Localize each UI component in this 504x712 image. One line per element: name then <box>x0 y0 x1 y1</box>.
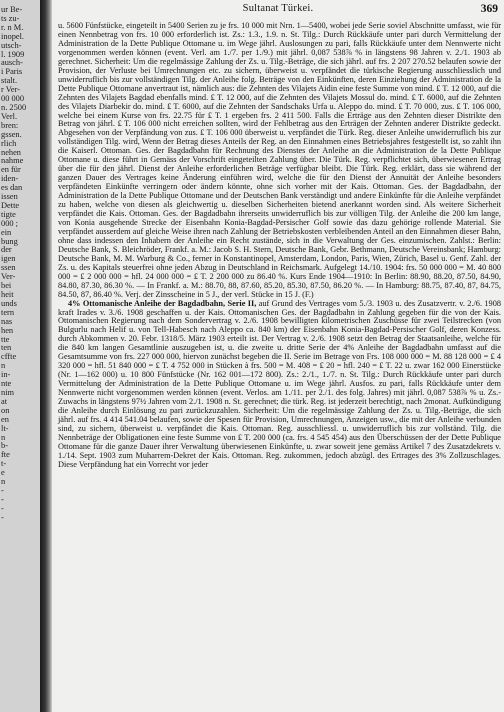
running-head <box>52 3 504 19</box>
paragraph-text: auf Grund des Vertrages vom 5./3. 1903 u. des Zusatzvertr. v. 2./6. 1908 kraft Irades v. 3./6. 1908 geschaffen u. der Kais. Ottomanischen Ges. der Bagdadbahn in Zahlung gegeben für die von der Kais. Ottomanischen Regierung nach dem Sondervertrag v. 2./6. 1908 bewilligten kilometrischen Zuschüsse für zwei Teilstrecken (von Bulgurlu nach Helif u. von Tell-Habesch nach Aleppo ca. 840 km) der Eisenbahn Konia-Bagdad-Persischer Golf, deren Konzess. durch Abkommen v. 20. Febr. 1318/5. März 1903 erteilt ist. Der Vertrag v. 2./6. 1908 setzt den Betrag der Staatsanleihe, welche für die 840 km langen Gesamtlinie auszugeben ist, u. die zweite u. dritte Serie der 4% Anleihe der Bagdadbahn umfasst auf die Gesamtsumme von frs. 227 000 000, hiervon zunächst begeben die II. Serie im Betrage von Frs. 108 000 000 = M. 88 128 000 = ₤ 4 320 000 = hfl. 51 840 000 = ₤ T. 4 752 000 in Stücken à frs. 500 = M. 408 = ₤ 20 = hfl. 240 = ₤ T. 22 u. zwar 162 000 Einerstücke (Nr. 1—162 000) u. 10 800 Fünfstücke (Nr. 162 001—172 800). Zs.: 2./1., 1./7. n. St. Tilg.: Durch Rückkäufe unter pari durch Vermittelung der Administration de la Dette Publique Ottomane u. im Wege jährl. Ausfos. zu pari, falls Rückkäufe unter dem Nennwerte nicht vorgenommen werden können (event. Verlos. am 1./11. per 2./1. des folg. Jahres) mit jährl. 0,087 538⅞ % u. Zs.-Zuwachs in längstens 97½ Jahren vom 2./1. 1908 n. St. gerechnet; die türk. Reg. ist jederzeit berechtigt, nach 2monat. Aufkündigung die Anleihe durch Einlösung zu pari zurückzuzahlen. Sicherheit: Um die regelmässige Zahlung der Zs. u. Tilg.-Beträge, die sich jährl. auf frs. 4 414 541.04 belaufen, sowie der Spesen für Provision, Umrechnungen, Anzeigen usw., die mit der Anleihe verbunden sind, zu sichern, überweist u. verpfändet die Kais. Ottoman. Reg. ausschliessl. u. unwiderruflich bis zur vollständ. Tilg. die Nennbeträge der Obligationen eine feste Summe von ₤ T. 200 000 (ca. frs. 4 545 454) aus den Überschüssen der der Dette Publique Ottomane für die ganze Dauer ihrer Verwaltung überwiesenen Einkünfte, u. zwar soweit jene gemäss Artikel 7 des Zusatzdekrets v. 1./14. Sept. 1903 zum Muharrem-Dekret der Kais. Ottoman. Reg. zukommen, jedoch abzügl. des Ertrages des 3% Zollzuschlages. Diese Verpfändung hat ein Vorrecht vor jeder <box>58 298 501 469</box>
paragraph <box>58 300 501 470</box>
paragraph-text: u. 5600 Fünfstücke, eingeteilt in 5400 Serien zu je frs. 10 000 mit Nrn. 1—5400, wobei jede Serie soviel Abschnitte umfasst, wie für einen Nennbetrag von frs. 10 000 erforderlich ist. Zs.: 1.3., 1.9. n. St. Tilg.: Durch Rückkäufe unter pari durch Vermittelung der Administration de la Dette Publique Ottomane u. im Wege jährl. Auslosungen zu pari, falls Rückkäufe unter dem Nennwerte nicht vorgenommen werden können (event. Verl. am 1./7. per 1./9.) mit jährl. 0,087 538⅞ % in längstens 98 Jahren v. 2./1. 1903 ab gerechnet. Sicherheit: Um die regelmässige Zahlung der Zs. u. Tilg.-Beträge, die sich jährl. auf frs. 2 207 270.52 belaufen sowie der Provision, der Verluste bei Umrechnungen etc. zu sichern, überweist u. verpfändet die türkische Regierung ausschliesslich und unwiderruflich bis zur vollständigen Tilg. der Anleihe folg. Beträge von den Einkünften, deren Einziehung der Administration de la Dette Publique Ottomane anvertraut ist, nämlich aus: die Zehnten des Vilajets Aidin eine feste Summe von mind. ₤ T. 12 000, auf die Zehnten des Vilajets Bagdad ebenfalls mind. ₤ T. 12 000, auf die Zehnten des Vilajets Mossul do. mind. ₤ T. 6000, auf die Zehnten des Vilajets Diarbekir do. mind. ₤ T. 6000, auf die Zehnten der Sandschaks Urfa u. Aleppo do. mind. ₤ T. 70 000, zus. ₤ T. 106 000, welche bei einem Kurse von frs. 22.75 für ₤ T. 1 ergeben frs. 2 411 500. Falls die Erträge aus den Zehnten dieser Distrikte den Betrag von jährl. ₤ T. 106 000 nicht erreichen sollten, wird der Fehlbetrag aus den Erträgen der Zehnten anderer Distrikte gedeckt. Abgesehen von der Verpfändung von zus. ₤ T. 106 000 überweist u. verpfändet die Türk. Reg. dieser Anleihe unwiderruflich bis zur vollständigen Tilg. wird, Wenn der Betrag dieses Anteils der Reg. an den Einnahmen eines Betriebsjahres festgestellt ist, so zahlt ihn die Kaiserl. Ottoman. Ges. der Bagdadbahn für Rechnung des Dienstes der Anleihe an die Administration de la Dette Publique Ottomane u. diese führt in Gemäss der Vorschrift eingeteilten Zahlung über. Die Türk. Reg. verpflichtet sich, überwiesenen Ertrag über die für den jährl. Dienst der Anleihe erforderlichen Beträge verfügbar bleibt. Die Türk. Reg. erklärt, dass sie während der ganzen Dauer des Vertrages keine Änderung einführen wird, welche die für den Dienst der Annuität der Anleihe besonders verpfändeten Einkünfte verringern oder ändern könnte, ohne sich vorher mit der Kais. Ottoman. Ges. der Bagdadbahn, der Administration de la Dette Publique Ottomane und der Deutschen Bank verständigt und andere Einkünfte für die Anleihe verpfändet zu haben, welche von diesen als gleichwertig u. dieselben Sicherheiten bietend anerkannt worden sind. Als weitere Sicherheit verpfändet die Kais. Ottoman. Ges. der Bagdadbahn ihrerseits unwiderruflich bis zur völligen Tilg. der Anleihe die 200 km lange, von Konia ausgehende Strecke der Eisenbahn Konia-Bagdad-Persischer Golf sowie das dazu gehörige rollende Material. Sie verpfändet ausserdem auf gleiche Weise ihren nach Zahlung der Betriebskosten verbleibenden Anteil an den Einnahmen dieser Bahn, ohne dass indessen den Inhabern der Anleihe ein Recht zustände, sich in die Verwaltung der Ges. einzumischen. Zahlst.: Berlin: Deutsche Bank, S. Bleichröder, Frankf. a. M.: Jacob S. H. Stern, Deutsche Bank, Gebr. Bethmann, Deutsche Vereinsbank; Hamburg: Deutsche Bank, M. M. Warburg & Co., ferner in Konstantinopel, Amsterdam, London, Paris, Wien, Zürich, Basel u. Genf. Zahl. der Zs. u. des Kapitals steuerfrei ohne jeden Abzug in Deutschland in Reichsmark. Aufgelegt 14./10. 1904: frs. 50 000 000 = M. 40 800 000 = ₤ 2 000 000 = hfl. 24 000 000 = ₤ T. 2 200 000 zu 86.40 %. Kurs Ende 1904—1910: In Berlin: 88.90, 88.20, 87.50, 84.90, 84.80, 87.30, 86.30 %. — In Frankf. a. M.: 88.70, 88, 87.60, 85.20, 85.30, 87.50, 86.20 %. — In Hamburg: 88.75, 87.40, 87, 84.75, 84.50, 87, 86.40 %. Verj. der Zinsscheine in 5 J., der verl. Stücke in 15 J. (F.) <box>58 21 501 299</box>
previous-page-edge <box>0 0 40 712</box>
page <box>52 0 504 712</box>
previous-page-text-fragments: ur Be- ts zu- r. n M. inopel. utsch- l. 1909 ausch- i Paris stalt. r Ver- 00 000 n. 2500 Verl. bren: gssen. rlich nehen nahme en für iden- es dan issen Dette tigte 000 ; ein bung der igen ssen Ver- bei heit unds tern nas hen tte ten cffte n in- nte nim at on en lt- n b- fte t- e n - - - - <box>1 5 27 522</box>
running-title: Sultanat Türkei. <box>242 3 314 14</box>
paragraph <box>58 22 501 300</box>
page-number: 369 <box>480 3 498 15</box>
section-heading: 4% Ottomanische Anleihe der Bagdadbahn, Serie II, <box>68 298 257 308</box>
book-gutter-shadow <box>40 0 52 712</box>
body-text <box>58 22 501 470</box>
